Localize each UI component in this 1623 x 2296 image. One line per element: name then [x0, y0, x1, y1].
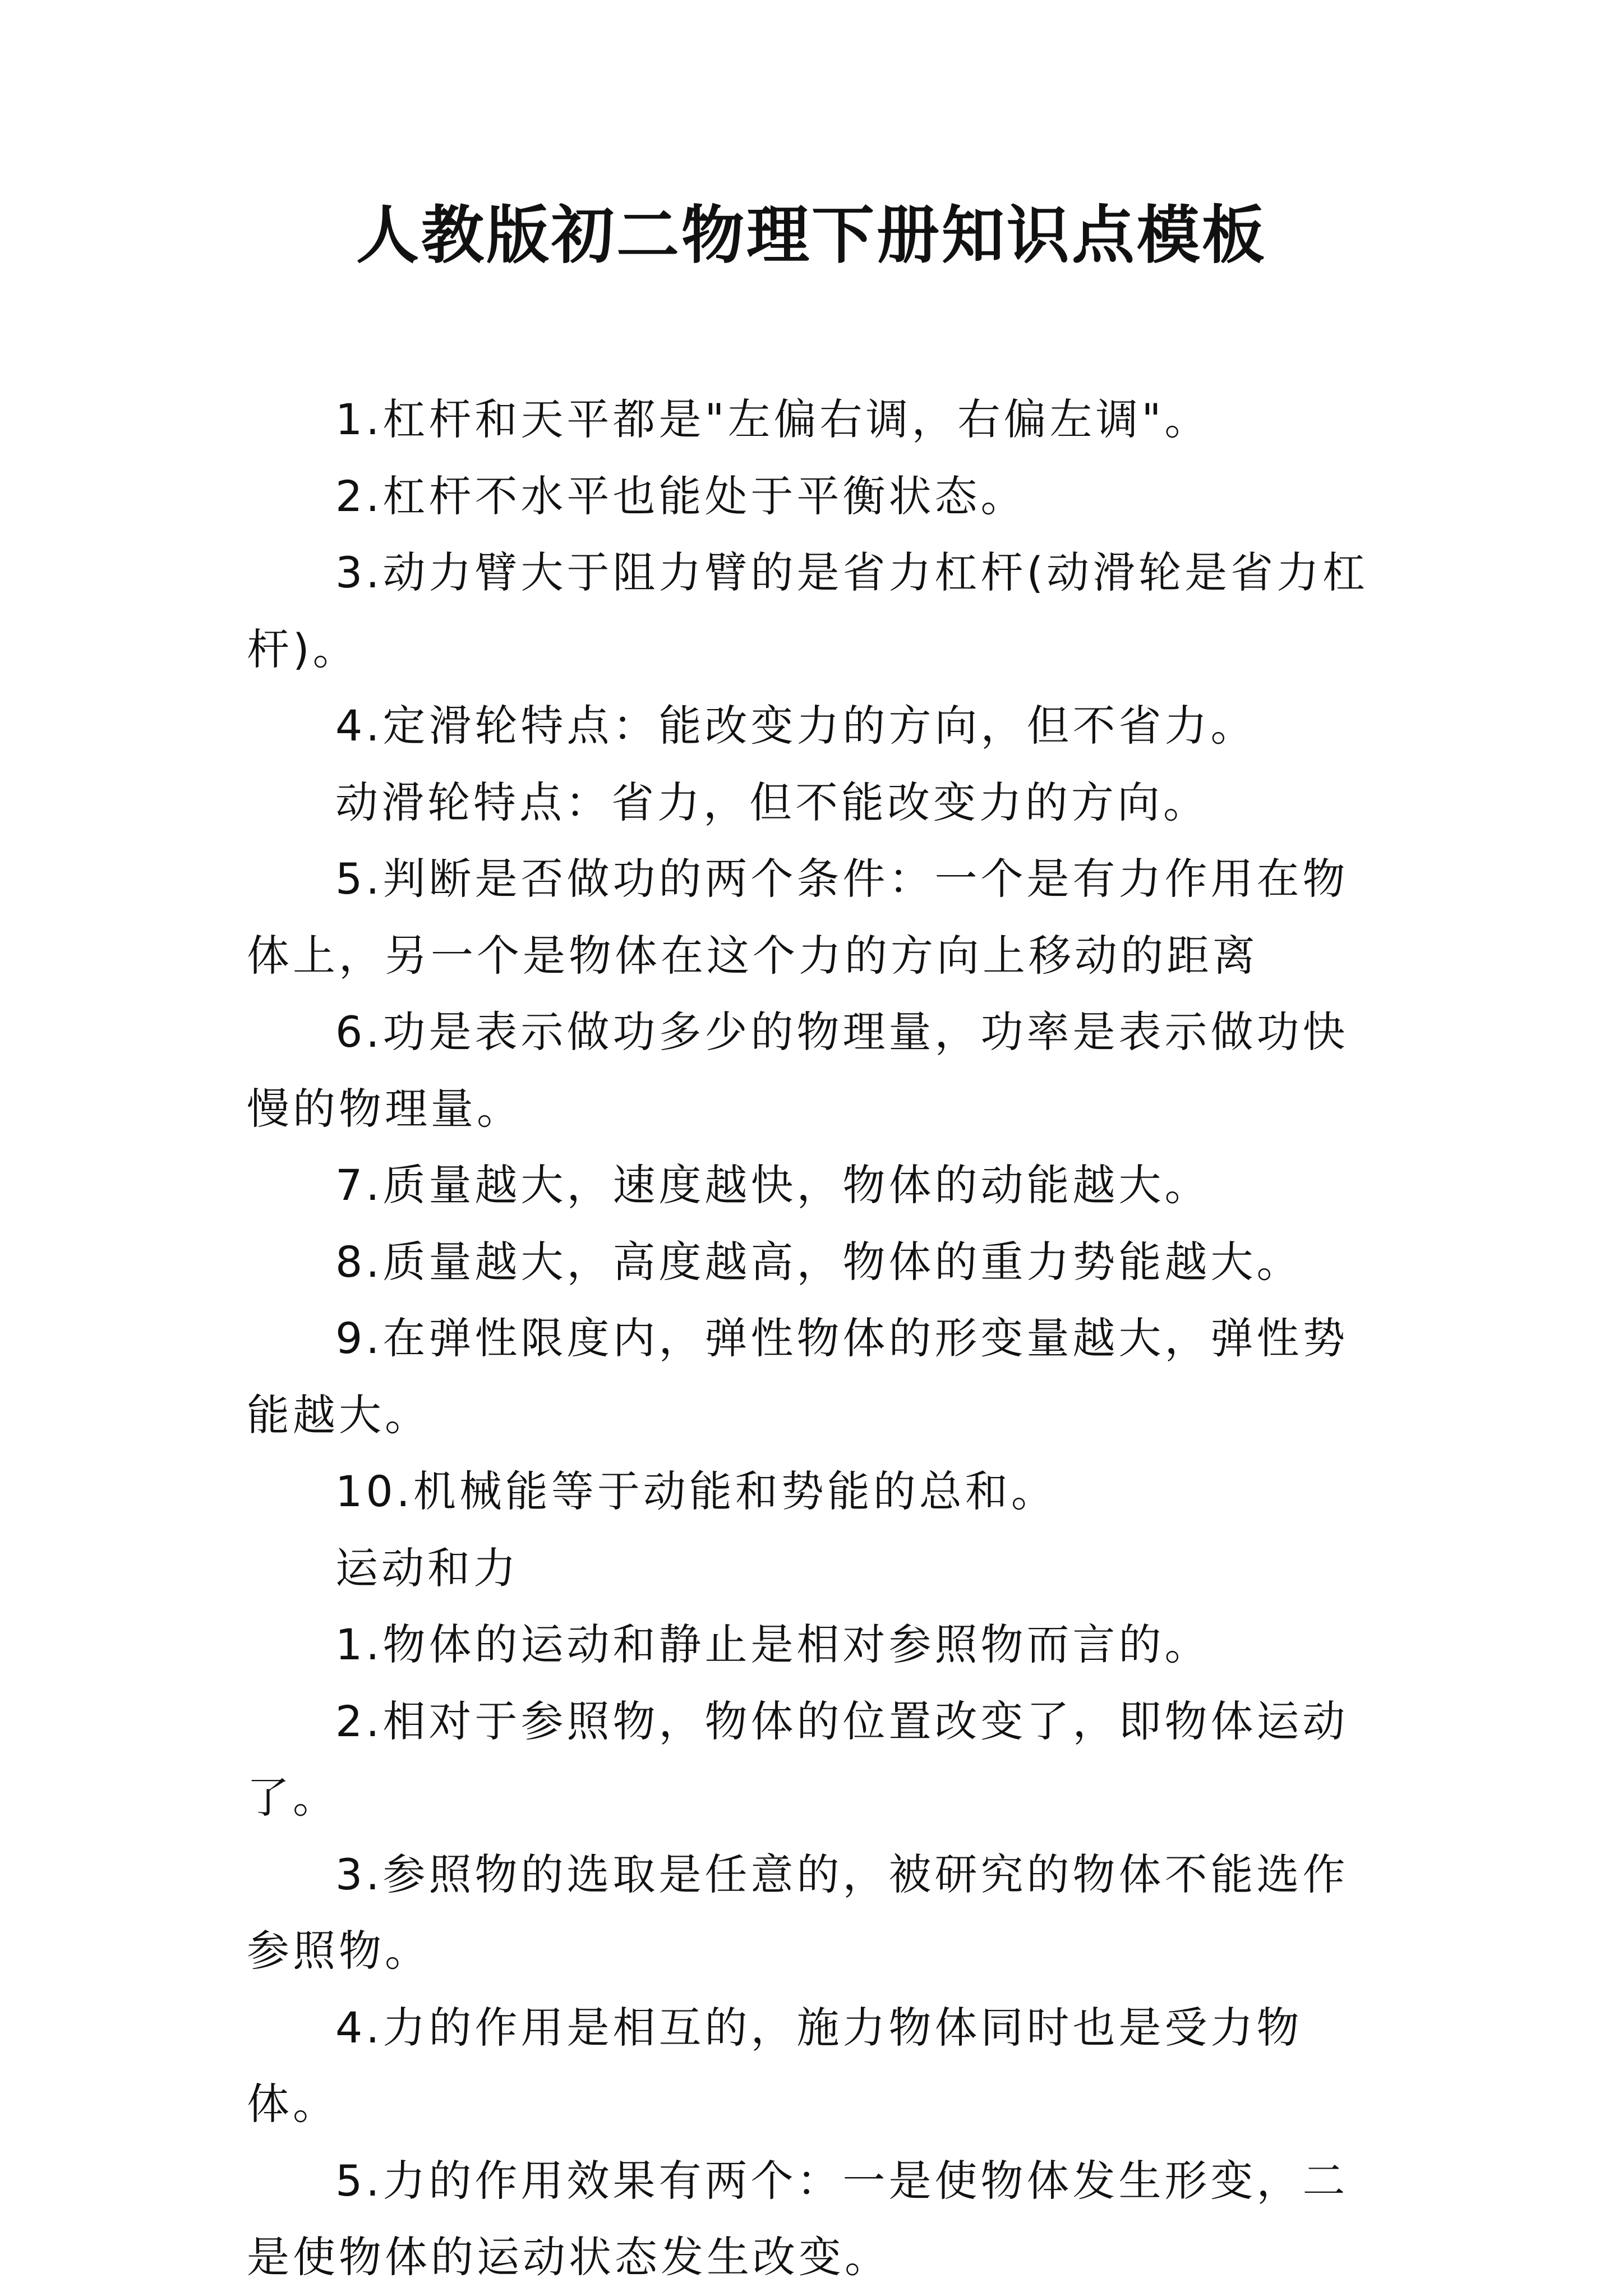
paragraph: 7.质量越大，速度越快，物体的动能越大。	[335, 1160, 1211, 1210]
paragraph: 9.在弹性限度内，弹性物体的形变量越大，弹性势能越大。	[247, 1313, 1349, 1440]
paragraph: 10.机械能等于动能和势能的总和。	[335, 1466, 1057, 1516]
paragraph: 3.动力臂大于阻力臂的是省力杠杆(动滑轮是省力杠杆)。	[247, 547, 1369, 674]
paragraph: 2.相对于参照物，物体的位置改变了，即物体运动了。	[247, 1696, 1349, 1823]
document-title: 人教版初二物理下册知识点模板	[356, 199, 1267, 272]
paragraph: 4.定滑轮特点：能改变力的方向，但不省力。	[335, 701, 1257, 751]
paragraph: 5.力的作用效果有两个：一是使物体发生形变，二是使物体的运动状态发生改变。	[247, 2155, 1349, 2282]
paragraph: 3.参照物的选取是任意的，被研究的物体不能选作参照物。	[247, 1849, 1349, 1976]
paragraph: 2.杠杆不水平也能处于平衡状态。	[335, 471, 1027, 521]
paragraph: 1.物体的运动和静止是相对参照物而言的。	[335, 1619, 1211, 1669]
section-heading: 运动和力	[335, 1543, 519, 1593]
document-body	[247, 381, 1391, 2296]
paragraph: 6.功是表示做功多少的物理量，功率是表示做功快慢的物理量。	[247, 1007, 1349, 1134]
paragraph: 8.质量越大，高度越高，物体的重力势能越大。	[335, 1236, 1303, 1287]
paragraph: 5.判断是否做功的两个条件：一个是有力作用在物体上，另一个是物体在这个力的方向上移动的距离	[247, 854, 1349, 981]
paragraph: 4.力的作用是相互的，施力物体同时也是受力物体。	[247, 2002, 1303, 2129]
paragraph: 动滑轮特点：省力，但不能改变力的方向。	[335, 777, 1209, 827]
paragraph: 1.杠杆和天平都是"左偏右调，右偏左调"。	[335, 394, 1211, 444]
